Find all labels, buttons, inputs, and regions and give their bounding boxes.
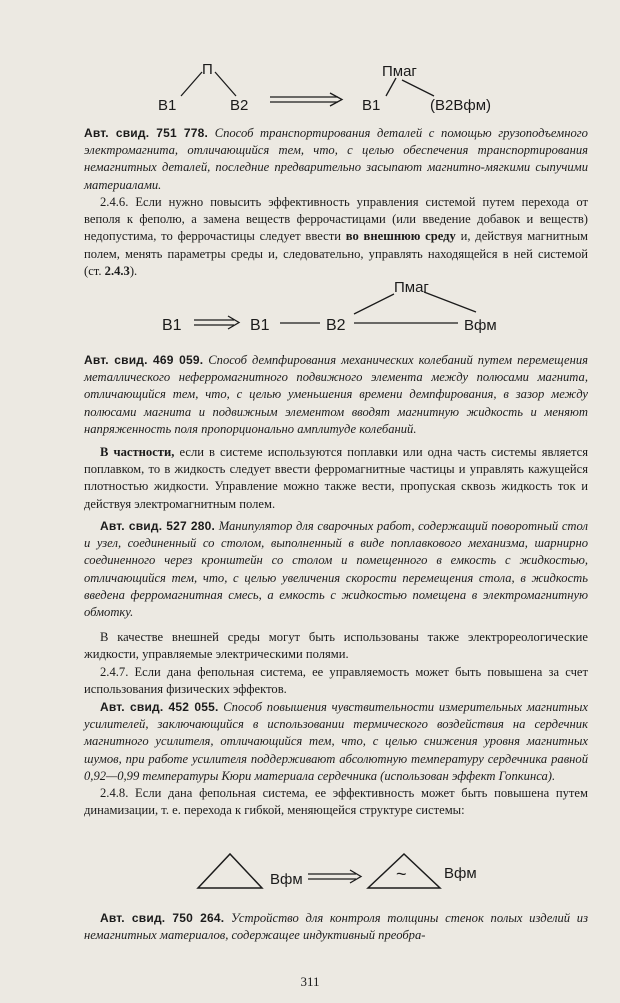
wave-symbol: ~ [396,864,407,884]
substance-b2-label: В2 [230,97,249,114]
diagram-vepole-to-fepole [150,60,490,120]
diagram-external-medium [158,278,498,342]
patent-469059: Авт. свид. 469 059. Способ демпфирования механических колебаний путем перемещения металлического неферромагнитного подвижного элемента между полюсами магнита, отличающийся тем, что, с целью уменьшения времени демпфирования, в зазор между полюсами магнита и подвижным элементом вводят магнитную жидкость и меняют напряженность поля пропорционально амплитуде колебаний. [84,353,588,436]
page-number: 311 [300,974,320,989]
ferro-substance-label: Вфм [444,865,477,882]
magnetic-field-label: Пмаг [394,279,429,296]
substance-b1-label: В1 [250,317,270,334]
patent-750264: Авт. свид. 750 264. Устройство для контроля толщины стенок полых изделий из немагнитных материалов, содержащее индуктивный преобра- [84,911,589,943]
section-2-4-8: 2.4.8. Если дана фепольная система, ее эффективность может быть повышена путем динамизации, т. е. перехода к гибкой, меняющейся структуре системы: [84,786,588,818]
patent-751778: Авт. свид. 751 778. Способ транспортирования деталей с помощью грузоподъемного электромагнита, отличающийся тем, что, с целью обеспечения транспортирования немагнитных деталей, последние предварительно засыпают магнитно-мягкими сыпучими материалами. [84,126,588,192]
paragraph-electrorheological: В качестве внешней среды могут быть использованы также электрореологические жидкости, управляемые электрическими полями. [84,630,588,662]
diagram-dynamization [190,838,480,898]
substance-b1-label: В1 [158,97,177,114]
section-2-4-7: 2.4.7. Если дана фепольная система, ее управляемость может быть повышена за счет использования физических эффектов. [84,665,588,697]
ferro-substance-label: Вфм [270,871,303,888]
paragraph-floats: В частности, если в системе используются поплавки или одна часть системы является поплавком, то в жидкость следует ввести ферромагнитные частицы и управлять кажущейся плотностью жидкости. Управление можно также вести, пропуская сквозь жидкость ток и действуя электромагнитным полем. [84,445,588,511]
substance-b1-label: В1 [362,97,381,114]
section-2-4-6: 2.4.6. Если нужно повысить эффективность управления системой путем перехода от веполя к феполю, а замена веществ феррочастицами (или введение добавок и веществ) недопустима, то феррочастицы следует ввести во внешнюю среду и, действуя магнитным полем, менять параметры среды и, следовательно, управлять находящейся в ней системой (ст. 2.4.3). [84,195,589,278]
patent-452055: Авт. свид. 452 055. Способ повышения чувствительности измерительных магнитных усилителей, заключающийся в использовании термического воздействия на сердечник магнитного усилителя, отличающийся тем, что, с целью снижения уровня магнитных шумов, при работе усилителя поддерживают абсолютную температуру сердечника равной 0,92—0,99 температуры Кюри материала сердечника (использован эффект Гопкинса). [84,700,588,783]
ferro-substance-label: Вфм [464,317,497,334]
ferro-substance-label: (В2Вфм) [430,97,491,114]
patent-527280: Авт. свид. 527 280. Манипулятор для сварочных работ, содержащий поворотный стол и узел, соединенный со столом, выполненный в виде поплавкового механизма, шарнирно соединенного через кронштейн со столом и помещенного в емкость с жидкостью, отличающийся тем, что, с целью увеличения скорости перемещения стола, в жидкость введена ферромагнитная смесь, а емкость с жидкостью помещена в электромагнитную обмотку. [84,519,588,620]
magnetic-field-label: Пмаг [382,63,417,80]
substance-b2-label: В2 [326,317,346,334]
substance-b1-label: В1 [162,317,182,334]
field-label: П [202,61,213,78]
